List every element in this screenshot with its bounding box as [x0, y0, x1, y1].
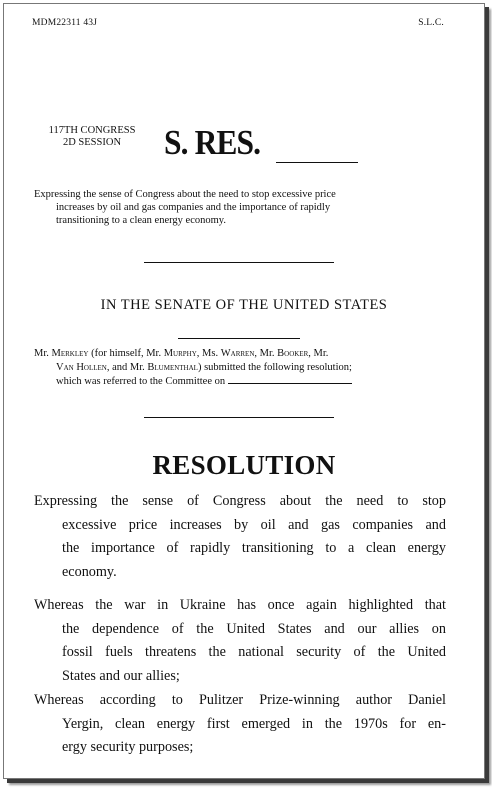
sponsors-line: Van Hollen, and Mr. Blumenthal) submitted the following resolution;: [56, 361, 352, 373]
bill-number-label: S. RES.: [164, 123, 261, 162]
divider: [144, 262, 334, 263]
paragraph-line: Yergin, clean energy first emerged in the 1970s for en-: [62, 715, 446, 732]
short-title-line: transitioning to a clean energy economy.: [56, 215, 226, 226]
paragraph-line: Whereas according to Pulitzer Prize-winning author Daniel: [34, 692, 446, 708]
paragraph-line: the importance of rapidly transitioning to a clean energy: [62, 540, 446, 556]
paragraph-line: ergy security purposes;: [62, 739, 194, 755]
sponsor-name: Warren: [220, 348, 255, 359]
session-number: 2D SESSION: [62, 137, 122, 148]
sponsors-line: which was referred to the Committee on: [56, 374, 454, 389]
paragraph-line: Expressing the sense of Congress about the need to stop: [34, 493, 446, 509]
sponsor-name: Murphy: [163, 348, 197, 359]
committee-blank: [228, 374, 352, 384]
divider: [144, 417, 334, 418]
paragraph-line: economy.: [62, 563, 117, 580]
resolution-paragraph: [34, 490, 446, 584]
short-title: [34, 188, 452, 227]
divider: [178, 338, 300, 339]
bill-number-blank: [276, 162, 358, 163]
sponsors-statement: [34, 347, 454, 389]
congress-number: 117TH CONGRESS: [48, 125, 136, 136]
paragraph-line: excessive price increases by oil and gas companies and: [62, 516, 446, 533]
short-title-line: Expressing the sense of Congress about the need to stop excessive price: [34, 189, 336, 200]
document-page: [3, 3, 485, 779]
paragraph-line: States and our allies;: [62, 667, 180, 684]
chamber-heading: IN THE SENATE OF THE UNITED STATES: [100, 297, 388, 313]
paragraph-line: the dependence of the United States and our allies on: [62, 620, 446, 637]
sponsor-name: Van Hollen: [56, 361, 107, 373]
document-code: MDM22311 43J: [32, 18, 98, 28]
paragraph-line: fossil fuels threatens the national security of the United: [62, 644, 446, 660]
sponsor-name: Booker: [277, 348, 309, 359]
whereas-clause: [34, 689, 446, 760]
resolution-heading: RESOLUTION: [152, 450, 336, 480]
short-title-line: increases by oil and gas companies and the importance of rapidly: [56, 202, 331, 213]
whereas-clause: [34, 594, 446, 688]
paragraph-line: Whereas the war in Ukraine has once again highlighted that: [34, 597, 446, 613]
congress-session: [32, 125, 152, 149]
sponsors-line: Mr. Merkley (for himself, Mr. Murphy, Ms. Warren, Mr. Booker, Mr.: [34, 348, 329, 359]
sponsor-name: Merkley: [51, 348, 89, 359]
office-code: S.L.C.: [418, 18, 444, 28]
sponsor-name: Blumenthal: [147, 361, 198, 373]
